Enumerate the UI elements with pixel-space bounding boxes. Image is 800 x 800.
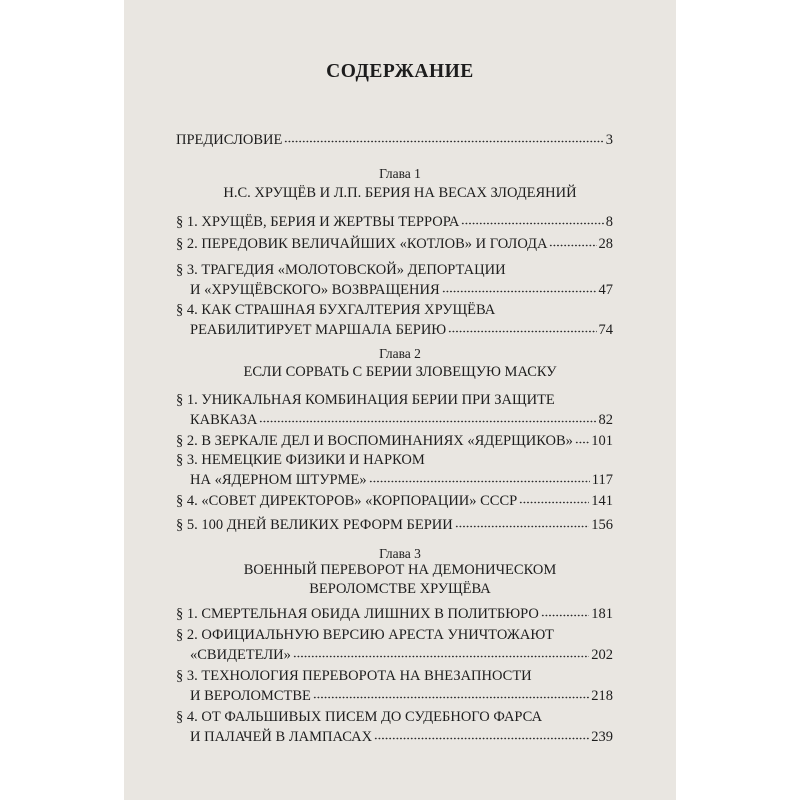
toc-entry-label-cont: РЕАБИЛИТИРУЕТ МАРШАЛА БЕРИЮ xyxy=(190,322,447,338)
leader-dots xyxy=(519,501,589,504)
toc-entry-label: § 1. СМЕРТЕЛЬНАЯ ОБИДА ЛИШНИХ В ПОЛИТБЮРО xyxy=(176,606,539,622)
toc-entry xyxy=(176,491,613,511)
toc-entry-label: § 1. ХРУЩЁВ, БЕРИЯ И ЖЕРТВЫ ТЕРРОРА xyxy=(176,214,460,230)
toc-entry-label: § 2. ПЕРЕДОВИК ВЕЛИЧАЙШИХ «КОТЛОВ» И ГОЛОДА xyxy=(176,236,548,252)
toc-entry xyxy=(176,604,613,624)
toc-entry xyxy=(176,431,613,451)
chapter-title-cont: ВЕРОЛОМСТВЕ ХРУЩЁВА xyxy=(309,581,491,597)
toc-entry xyxy=(176,260,613,300)
toc-entry-label: § 3. ТРАГЕДИЯ «МОЛОТОВСКОЙ» ДЕПОРТАЦИИ xyxy=(176,262,506,278)
chapter-label: Глава 2 xyxy=(379,346,421,361)
leader-dots xyxy=(374,737,589,740)
leader-dots xyxy=(549,244,596,247)
chapter-title: ВОЕННЫЙ ПЕРЕВОРОТ НА ДЕМОНИЧЕСКОМ xyxy=(243,562,557,578)
leader-dots xyxy=(461,222,603,225)
leader-dots xyxy=(259,420,596,423)
toc-page-number: 202 xyxy=(591,647,613,663)
toc-entry xyxy=(176,212,613,232)
toc-entry xyxy=(176,666,613,706)
toc-entry xyxy=(176,450,613,490)
toc-entry-label: § 2. ОФИЦИАЛЬНУЮ ВЕРСИЮ АРЕСТА УНИЧТОЖАЮТ xyxy=(176,627,554,643)
toc-entry-label: § 3. ТЕХНОЛОГИЯ ПЕРЕВОРОТА НА ВНЕЗАПНОСТИ xyxy=(176,668,532,684)
toc-page-number: 239 xyxy=(591,729,613,745)
toc-page-number: 47 xyxy=(598,282,613,298)
toc-entry-label: § 2. В ЗЕРКАЛЕ ДЕЛ И ВОСПОМИНАНИЯХ «ЯДЕРЩИКОВ» xyxy=(176,433,573,449)
toc-entry-label: § 4. «СОВЕТ ДИРЕКТОРОВ» «КОРПОРАЦИИ» СССР xyxy=(176,493,518,509)
leader-dots xyxy=(284,140,603,143)
toc-page-number: 218 xyxy=(591,688,613,704)
toc-page-number: 181 xyxy=(591,606,613,622)
toc-page-number: 3 xyxy=(605,132,613,148)
toc-entry-label: § 4. ОТ ФАЛЬШИВЫХ ПИСЕМ ДО СУДЕБНОГО ФАРСА xyxy=(176,709,543,725)
leader-dots xyxy=(541,614,589,617)
toc-entry-label-cont: «СВИДЕТЕЛИ» xyxy=(190,647,291,663)
toc-entry-label: ПРЕДИСЛОВИЕ xyxy=(176,132,283,148)
chapter-label: Глава 3 xyxy=(379,546,421,561)
toc-page-number: 8 xyxy=(605,214,613,230)
toc-entry xyxy=(176,390,613,430)
toc-page-number: 28 xyxy=(598,236,613,252)
toc-entry xyxy=(176,300,613,340)
toc-entry-preface xyxy=(176,130,613,150)
book-page xyxy=(124,0,676,800)
toc-entry-label: § 1. УНИКАЛЬНАЯ КОМБИНАЦИЯ БЕРИИ ПРИ ЗАЩИТЕ xyxy=(176,392,555,408)
toc-entry-label: § 3. НЕМЕЦКИЕ ФИЗИКИ И НАРКОМ xyxy=(176,452,425,468)
toc-page-number: 156 xyxy=(591,517,613,533)
toc-entry-label: § 5. 100 ДНЕЙ ВЕЛИКИХ РЕФОРМ БЕРИИ xyxy=(176,517,453,533)
leader-dots xyxy=(293,655,589,658)
toc-page-number: 74 xyxy=(598,322,613,338)
toc-entry-label-cont: НА «ЯДЕРНОМ ШТУРМЕ» xyxy=(190,472,367,488)
toc-entry-label-cont: И «ХРУЩЁВСКОГО» ВОЗВРАЩЕНИЯ xyxy=(190,282,440,298)
chapter-title: ЕСЛИ СОРВАТЬ С БЕРИИ ЗЛОВЕЩУЮ МАСКУ xyxy=(243,364,557,380)
toc-entry-label-cont: И ВЕРОЛОМСТВЕ xyxy=(190,688,311,704)
toc-entry xyxy=(176,515,613,535)
toc-page-number: 141 xyxy=(591,493,613,509)
leader-dots xyxy=(313,696,589,699)
toc-page-number: 101 xyxy=(591,433,613,449)
leader-dots xyxy=(455,525,590,528)
toc-entry xyxy=(176,234,613,254)
toc-entry xyxy=(176,707,613,747)
leader-dots xyxy=(369,480,590,483)
leader-dots xyxy=(575,441,589,444)
leader-dots xyxy=(442,290,597,293)
toc-entry-label: § 4. КАК СТРАШНАЯ БУХГАЛТЕРИЯ ХРУЩЁВА xyxy=(176,302,496,318)
toc-page-number: 82 xyxy=(598,412,613,428)
leader-dots xyxy=(448,330,596,333)
toc-entry-label-cont: КАВКАЗА xyxy=(190,412,258,428)
chapter-title: Н.С. ХРУЩЁВ И Л.П. БЕРИЯ НА ВЕСАХ ЗЛОДЕЯНИЙ xyxy=(223,185,577,201)
chapter-label: Глава 1 xyxy=(379,166,421,181)
toc-entry-label-cont: И ПАЛАЧЕЙ В ЛАМПАСАХ xyxy=(190,729,373,745)
toc-entry xyxy=(176,625,613,665)
page-title: СОДЕРЖАНИЕ xyxy=(326,61,474,82)
toc-page-number: 117 xyxy=(591,472,613,488)
